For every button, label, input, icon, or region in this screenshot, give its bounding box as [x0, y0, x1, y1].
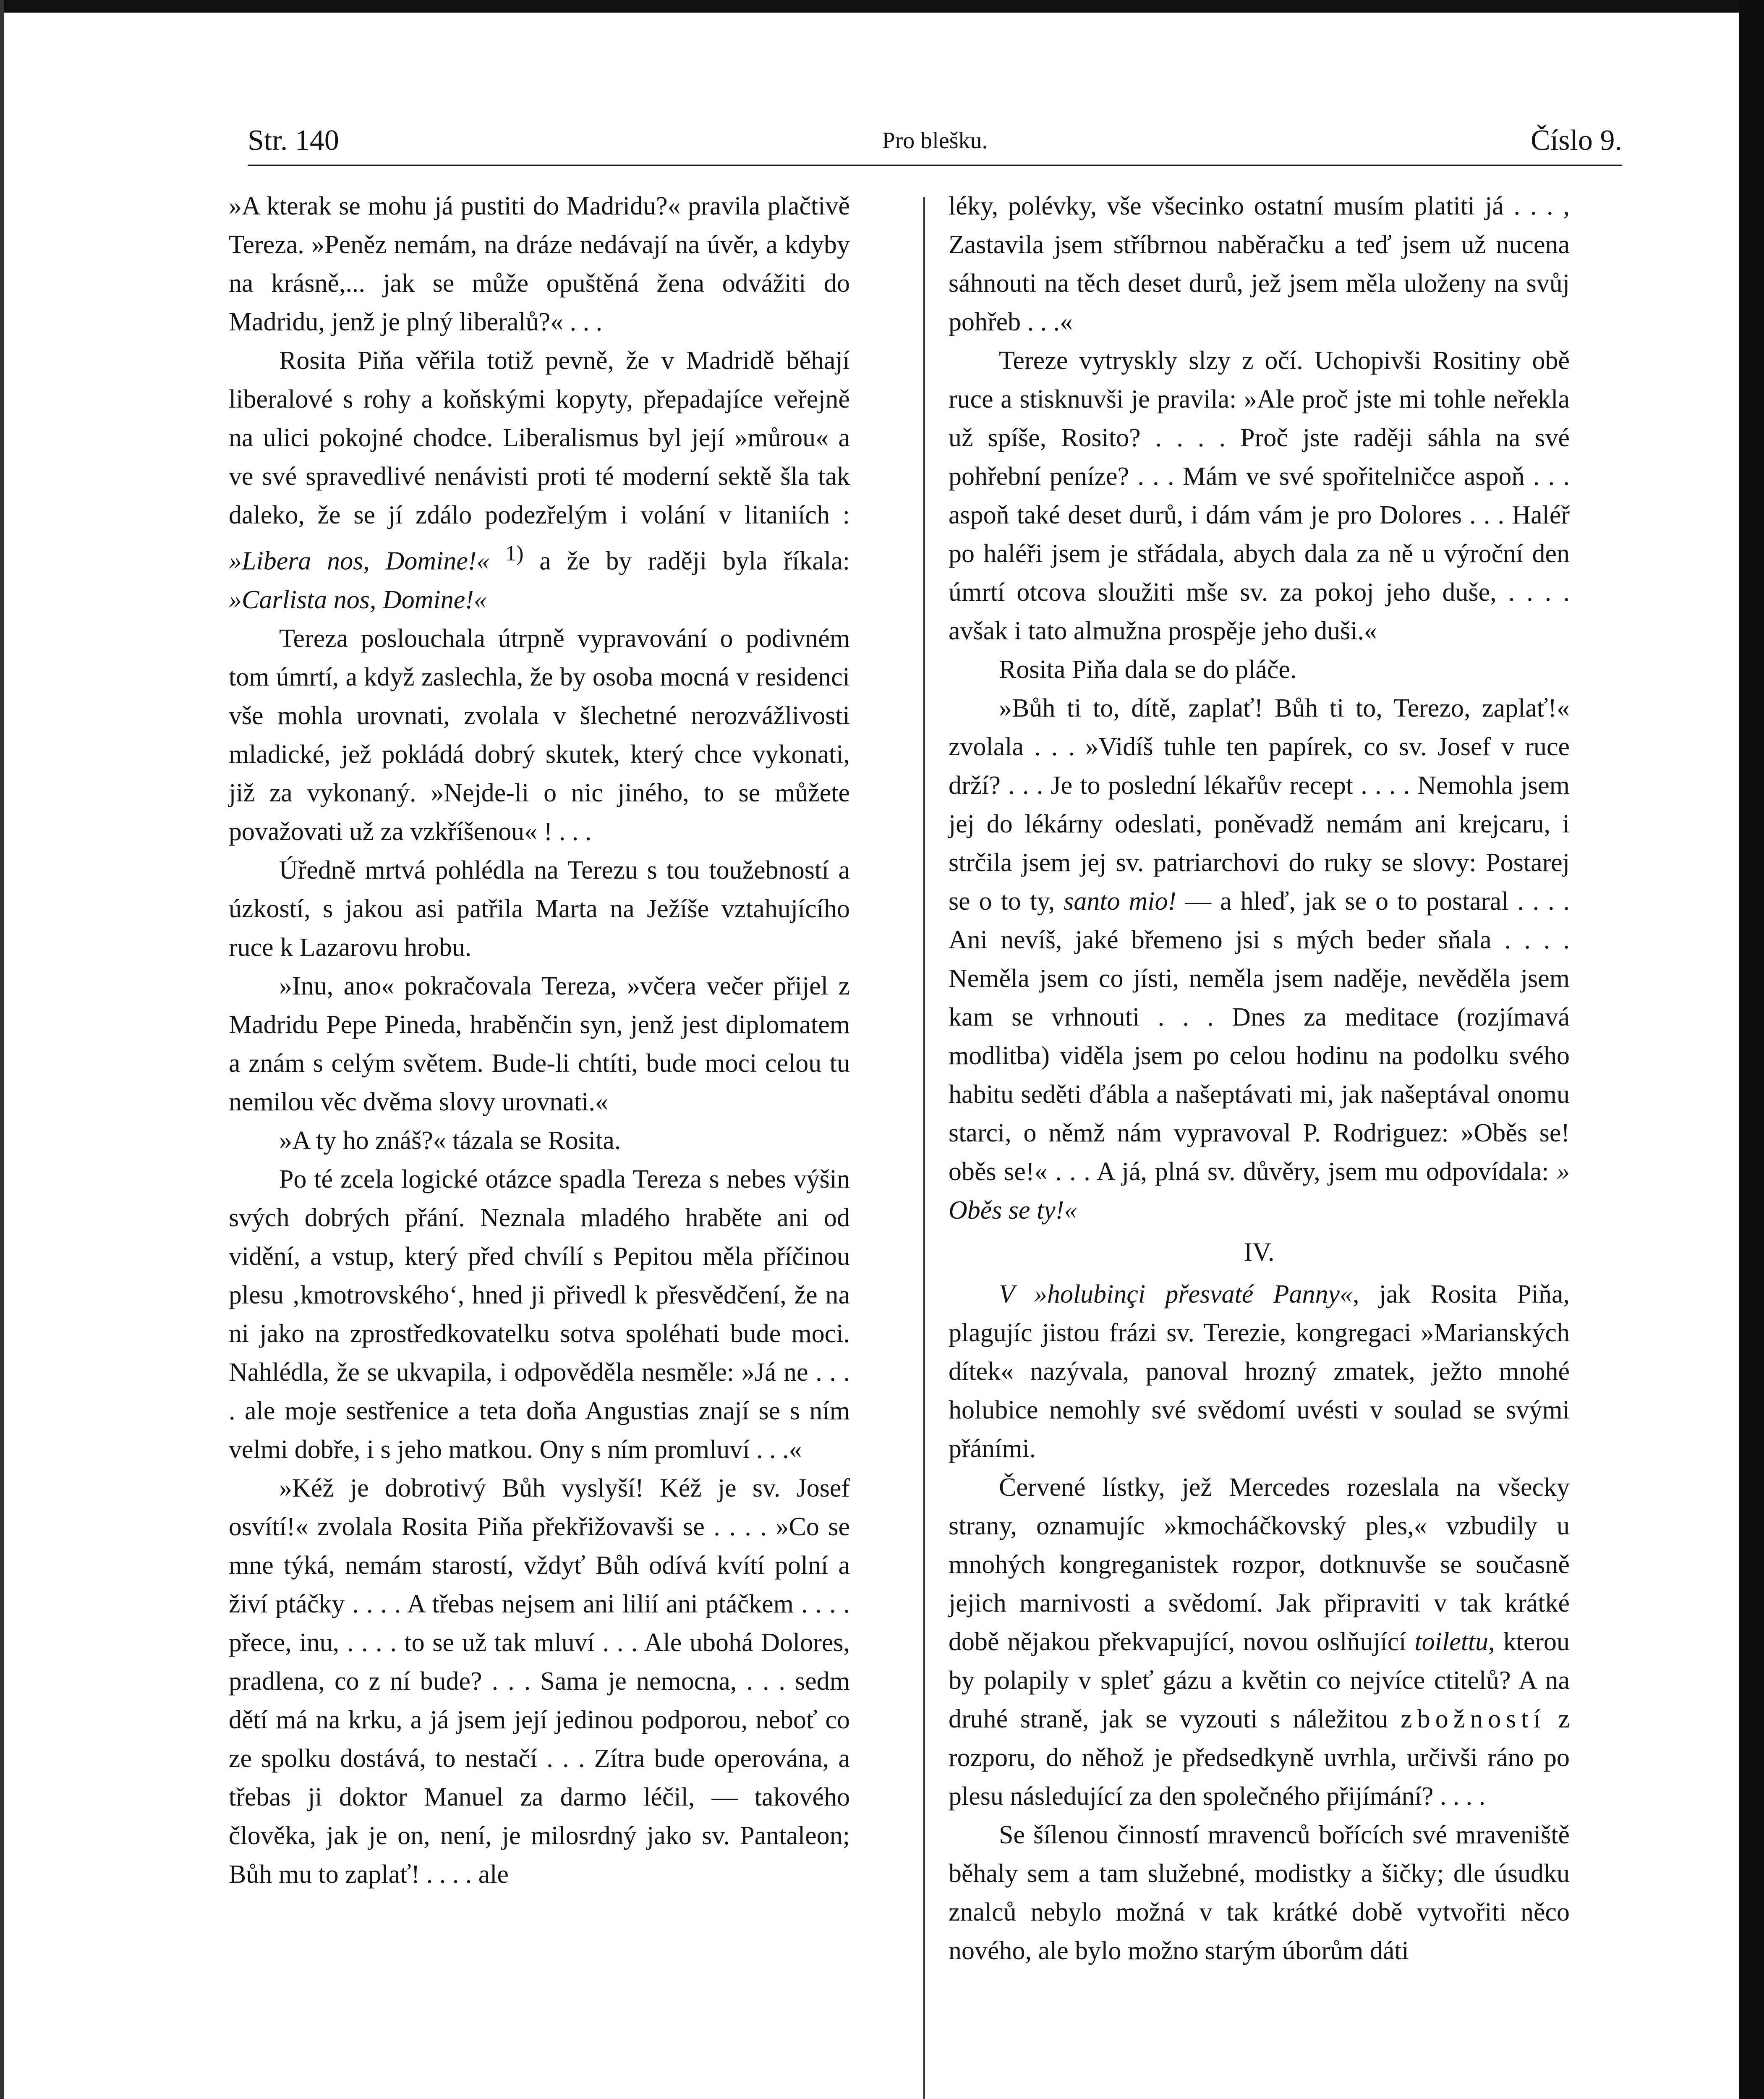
paragraph	[949, 1275, 1570, 1468]
paragraph: léky, polévky, vše všecinko ostatní musím platiti já . . . , Zastavila jsem stříbrnou naběračku a teď jsem už nucena sáhnouti na těch deset durů, jež jsem měla uloženy na svůj pohřeb . . .«	[949, 192, 1570, 336]
text-run: Rosita Piňa věřila totiž pevně, že v Madridě běhají liberalové s rohy a koňskými kopyty, přepadajíce veřejně na ulici pokojné chodce. Liberalismus byl její »můrou« a ve své spravedlivé nenávisti proti té moderní sektě šla tak daleko, že se jí zdálo podezřelým i volání v litaniích :	[229, 346, 850, 529]
paragraph: Rosita Piňa dala se do pláče.	[999, 655, 1297, 684]
paragraph: Tereza poslouchala útrpně vypravování o podivném tom úmrtí, a když zaslechla, že by osoba mocná v residenci vše mohla urovnati, zvolala v šlechetné nerozvážlivosti mladické, jež pokládá dobrý skutek, který chce vykonati, již za vykonaný. »Nejde-li o nic jiného, to se můžete považovati už za vzkříšenou« ! . . .	[229, 624, 850, 846]
right-column	[949, 187, 1570, 1970]
paragraph: »A ty ho znáš?« tázala se Rosita.	[279, 1126, 621, 1155]
text-run: »Bůh ti to, dítě, zaplať! Bůh ti to, Terezo, zaplať!« zvolala . . . »Vidíš tuhle ten papírek, co sv. Josef v ruce drží? . . . Je to poslední lékařův recept . . . . Nemohla jsem jej do lékárny odeslati, poněvadž nemám ani krejcaru, i strčila jsem jej sv. patriarchovi do ruky se slovy: Postarej se o to ty,	[949, 694, 1570, 916]
header-rule	[248, 165, 1622, 166]
scan-edge-left	[0, 0, 4, 2099]
litany-quote: »Libera nos, Domine!«	[229, 547, 490, 576]
left-column	[229, 187, 850, 1894]
paragraph: »Kéž je dobrotivý Bůh vyslyší! Kéž je sv. Josef osvítí!« zvolala Rosita Piňa překřižovavši se . . . . »Co se mne týká, nemám starostí, vždyť Bůh odívá kvítí polní a živí ptáčky . . . . A třebas nejsem ani lilií ani ptáčkem . . . . přece, inu, . . . . to se už tak mluví . . . Ale ubohá Dolores, pradlena, co z ní bude? . . . Sama je nemocna, . . . sedm dětí má na krku, a já jsem její jedinou podporou, neboť co ze spolku dostává, to nestačí . . . Zítra bude operována, a třebas ji doktor Manuel za darmo léčil, — takového člověka, jak je on, není, je milosrdný jako sv. Pantaleon; Bůh mu to zaplať! . . . . ale	[229, 1473, 850, 1889]
paragraph: Se šílenou činností mravenců bořících své mraveniště běhaly sem a tam služebné, modistky a šičky; dle úsudku znalců nebylo možná v tak krátké době vytvořiti něco nového, ale bylo možno starým úborům dáti	[949, 1821, 1570, 1965]
scan-edge-right	[1739, 0, 1764, 2099]
italic-phrase: toilettu	[1414, 1628, 1489, 1656]
page-header	[248, 124, 1622, 157]
paragraph: »Inu, ano« pokračovala Tereza, »včera večer přijel z Madridu Pepe Pineda, hraběnčin syn, jenž jest diplomatem a znám s celým světem. Bude-li chtíti, bude moci celou tu nemilou věc dvěma slovy urovnati.«	[229, 971, 850, 1116]
footnote-ref: 1)	[505, 542, 524, 565]
italic-phrase: santo mio!	[1064, 887, 1177, 916]
text-run: , kterou by polapily v spleť gázu a květin co nejvíce ctitelů? A na druhé straně, jak se vyzouti s náležitou	[949, 1628, 1570, 1733]
text-run: a že by raději byla říkala:	[539, 547, 850, 576]
paragraph	[949, 689, 1570, 1230]
spaced-word: zbožností	[1401, 1705, 1546, 1733]
text-run: Červené lístky, jež Mercedes rozeslala na všecky strany, oznamujíc »kmocháčkovský ples,« vzbudily u mnohých kongreganistek rozpor, dotknuvše se současně jejich marnivosti a svědomí. Jak připraviti v tak krátké době nějakou překvapující, novou oslňující	[949, 1473, 1570, 1656]
italic-phrase: » Oběs se ty!«	[949, 1157, 1570, 1225]
page-number: Str. 140	[248, 124, 339, 157]
paragraph: Po té zcela logické otázce spadla Tereza s nebes výšin svých dobrých přání. Neznala mladého hraběte ani od vidění, a vstup, který před chvílí s Pepitou měla příčinou plesu ‚kmotrovského‘, hned ji přivedl k přesvědčení, že na ni jako na zprostředkovatelku sotva spoléhati bude moci. Nahlédla, že se ukvapila, i odpověděla nesměle: »Já ne . . . . ale moje sestřenice a teta doňa Angustias znají se s ním velmi dobře, i s jeho matkou. Ony s ním promluví . . .«	[229, 1165, 850, 1464]
paragraph	[949, 1468, 1570, 1816]
issue-number: Číslo 9.	[1531, 124, 1622, 157]
scan-edge-top	[0, 0, 1764, 13]
paragraph	[229, 341, 850, 619]
litany-quote: »Carlista nos, Domine!«	[229, 585, 487, 614]
italic-phrase: V »holubinçi přesvaté Panny«	[999, 1280, 1353, 1309]
text-run: z rozporu, do něhož je předsedkyně uvrhla, určivši ráno po plesu následující za den společného přijímání? . . . .	[949, 1705, 1570, 1811]
column-rule	[923, 197, 925, 2099]
text-run: — a hleď, jak se o to postaral . . . . Ani nevíš, jaké břemeno jsi s mých beder sňala . . . . Neměla jsem co jísti, neměla jsem naděje, nevěděla jsem kam se vrhnouti . . . Dnes za meditace (rozjímavá modlitba) viděla jsem po celou hodinu na podolku svého habitu seděti ďábla a našeptávati mi, jak našeptával onomu starci, o němž nám vypravoval P. Rodriguez: »Oběs se! oběs se!« . . . A já, plná sv. důvěry, jsem mu odpovídala:	[949, 887, 1570, 1186]
section-heading: IV.	[1244, 1238, 1275, 1267]
paragraph: Úředně mrtvá pohlédla na Terezu s tou toužebností a úzkostí, s jakou asi patřila Marta na Ježíše vztahujícího ruce k Lazarovu hrobu.	[229, 856, 850, 962]
text-run: , jak Rosita Piňa, plagujíc jistou frázi sv. Terezie, kongregaci »Marianských dítek« nazývala, panoval hrozný zmatek, ježto mnohé holubice nemohly své svědomí uvésti v soulad se svými přáními.	[949, 1280, 1570, 1463]
paragraph: Tereze vytryskly slzy z očí. Uchopivši Rositiny obě ruce a stisknuvši je pravila: »Ale proč jste mi tohle neřekla už spíše, Rosito? . . . . Proč jste raději sáhla na své pohřební peníze? . . . Mám ve své spořitelničce aspoň . . . aspoň také deset durů, i dám vám je pro Dolores . . . Haléř po haléři jsem je střádala, abych dala za ně u výroční den úmrtí otcova sloužiti mše sv. za pokoj jeho duše, . . . . avšak i tato almužna prospěje jeho duši.«	[949, 346, 1570, 645]
paragraph: »A kterak se mohu já pustiti do Madridu?« pravila plačtivě Tereza. »Peněz nemám, na dráze nedávají na úvěr, a kdyby na krásně,... jak se může opuštěná žena odvážiti do Madridu, jenž je plný liberalů?« . . .	[229, 192, 850, 336]
running-title: Pro blešku.	[882, 128, 988, 154]
